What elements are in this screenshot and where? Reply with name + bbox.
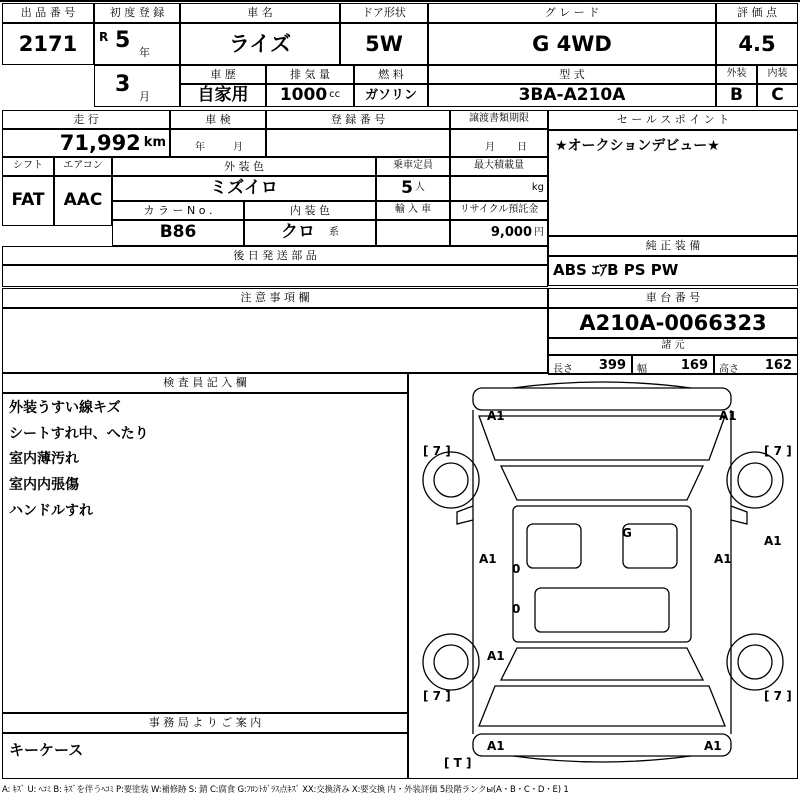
inspector-box	[2, 393, 408, 713]
interior-color-value	[244, 220, 376, 246]
body-color-label: 外 装 色	[112, 157, 376, 176]
width-label: 幅	[637, 364, 647, 375]
reg-month: 3	[115, 72, 131, 97]
seats-unit: 人	[414, 182, 425, 194]
color-no-value: B86	[112, 220, 244, 246]
seats-label: 乗車定員	[376, 157, 450, 176]
office-notice-text: キーケース	[9, 741, 84, 759]
mileage-number: 71,992	[59, 130, 141, 155]
recycle-number: 9,000	[490, 225, 532, 241]
mileage-value	[2, 129, 170, 157]
caution-value	[2, 308, 548, 373]
door-type-label: ドア形状	[340, 3, 428, 23]
max-load-value	[450, 176, 548, 201]
damage-mark: [ 7 ]	[423, 689, 451, 703]
inspector-label: 検 査 員 記 入 欄	[2, 373, 408, 393]
damage-mark: 0	[512, 562, 521, 576]
registration-no-label: 登 録 番 号	[266, 110, 450, 129]
height-cell	[714, 355, 798, 375]
recycle-fee-value	[450, 220, 548, 246]
transfer-day-unit: 日	[517, 142, 527, 153]
reg-era: R	[99, 30, 109, 44]
inspection-month-unit: 月	[233, 142, 243, 153]
model-code-label: 型 式	[428, 65, 716, 84]
transfer-deadline-value	[450, 129, 548, 157]
first-registration-value	[94, 23, 180, 65]
sales-point-text: ★オークションデビュー★	[555, 138, 720, 154]
body-color-value: ミズイロ	[112, 176, 376, 201]
shift-value: FAT	[2, 176, 54, 226]
reg-year-unit: 年	[139, 46, 150, 59]
office-notice-label: 事 務 局 よ り ご 案 内	[2, 713, 408, 733]
damage-mark: [ 7 ]	[764, 444, 792, 458]
displacement-value	[266, 84, 354, 107]
displacement-unit: cc	[329, 89, 341, 101]
fuel-value: ガソリン	[354, 84, 428, 107]
shift-label: シフト	[2, 157, 54, 176]
transfer-deadline-label: 譲渡書類期限	[450, 110, 548, 129]
inspection-year-unit: 年	[195, 142, 205, 153]
car-history-label: 車 歴	[180, 65, 266, 84]
car-name-label: 車 名	[180, 3, 340, 23]
inspector-line-1: シートすれ中、へたり	[9, 425, 149, 442]
mileage-label: 走 行	[2, 110, 170, 129]
mileage-unit: km	[143, 135, 166, 151]
inspection-label: 車 検	[170, 110, 266, 129]
inspector-line-4: ハンドルすれ	[9, 502, 93, 519]
damage-mark: G	[622, 526, 632, 540]
interior-color-suffix: 系	[329, 226, 339, 238]
fuel-label: 燃 料	[354, 65, 428, 84]
interior-grade-label: 内装	[757, 65, 798, 84]
score-label: 評 価 点	[716, 3, 798, 23]
model-code-value: 3BA-A210A	[428, 84, 716, 107]
inspector-line-3: 室内内張傷	[9, 477, 79, 494]
damage-mark: 0	[512, 602, 521, 616]
inspector-line-2: 室内薄汚れ	[9, 451, 79, 468]
grade-value: G 4WD	[428, 23, 716, 65]
aircon-value: AAC	[54, 176, 112, 226]
interior-color-label: 内 装 色	[244, 201, 376, 220]
car-history-value: 自家用	[180, 84, 266, 107]
car-damage-diagram	[408, 373, 798, 779]
length-cell	[548, 355, 632, 375]
interior-color-text: クロ	[281, 222, 315, 243]
inspector-line-0: 外装うすい線キズ	[9, 400, 121, 416]
inspection-value	[170, 129, 266, 157]
chassis-no-value: A210A-0066323	[548, 308, 798, 338]
damage-mark: A1	[714, 552, 732, 566]
chassis-no-label: 車 台 番 号	[548, 288, 798, 308]
later-parts-label: 後 日 発 送 部 品	[2, 246, 548, 265]
reg-year: 5	[115, 28, 131, 53]
damage-mark: A1	[487, 649, 505, 663]
width-value: 169	[680, 358, 708, 373]
first-registration-month	[94, 65, 180, 107]
office-notice-box	[2, 733, 408, 779]
exterior-grade-label: 外装	[716, 65, 757, 84]
later-parts-value	[2, 265, 548, 287]
interior-grade-value: C	[757, 84, 798, 107]
door-type-value: 5W	[340, 23, 428, 65]
score-value: 4.5	[716, 23, 798, 65]
max-load-label: 最大積載量	[450, 157, 548, 176]
damage-mark: A1	[487, 739, 505, 753]
displacement-number: 1000	[279, 84, 328, 105]
height-label: 高さ	[719, 364, 739, 375]
registration-no-value	[266, 129, 450, 157]
top-border	[0, 0, 800, 2]
sales-point-box	[548, 130, 798, 236]
equipment-label: 純 正 装 備	[548, 236, 798, 256]
seats-value	[376, 176, 450, 201]
recycle-unit: 円	[534, 226, 544, 238]
lot-no-value: 2171	[2, 23, 94, 65]
car-name-value: ライズ	[180, 23, 340, 65]
caution-label: 注 意 事 項 欄	[2, 288, 548, 308]
seats-number: 5	[401, 177, 413, 198]
damage-mark: [ 7 ]	[764, 689, 792, 703]
recycle-fee-label: リサイクル預託金	[450, 201, 548, 220]
exterior-grade-value: B	[716, 84, 757, 107]
legend-text: A: ｷｽﾞ U: ﾍｺﾐ B: ｷｽﾞを伴うﾍｺﾐ P:要塗装 W:補修跡 S: 錆 C:腐食 G:ﾌﾛﾝﾄｶﾞﾗｽ点ｷｽﾞ XX:交換済み X:要交換 内・外装評価 5段階ランクы(A・B・C・D・E) 1	[2, 785, 569, 795]
sales-point-label: セ ー ル ス ポ イ ン ト	[548, 110, 798, 130]
first-registration-label: 初 度 登 録	[94, 3, 180, 23]
max-load-unit: kg	[531, 182, 544, 194]
import-label: 輸 入 車	[376, 201, 450, 220]
reg-month-unit: 月	[139, 90, 150, 103]
color-no-label: カ ラ ー N o .	[112, 201, 244, 220]
grade-label: グ レ ー ド	[428, 3, 716, 23]
damage-mark: [ 7 ]	[423, 444, 451, 458]
length-label: 長さ	[553, 364, 573, 375]
equipment-value	[548, 256, 798, 286]
aircon-label: エアコン	[54, 157, 112, 176]
equipment-text: ABS ｴｱB PS PW	[553, 261, 679, 280]
height-value: 162	[764, 358, 792, 373]
damage-mark: A1	[479, 552, 497, 566]
damage-mark: A1	[719, 409, 737, 423]
damage-mark: [ T ]	[444, 756, 472, 770]
width-cell	[632, 355, 714, 375]
dimensions-label: 諸 元	[548, 338, 798, 355]
displacement-label: 排 気 量	[266, 65, 354, 84]
length-value: 399	[598, 358, 626, 373]
damage-mark: A1	[704, 739, 722, 753]
import-value	[376, 220, 450, 246]
transfer-month-unit: 月	[485, 142, 495, 153]
damage-mark: A1	[764, 534, 782, 548]
car-diagram-svg	[409, 374, 797, 778]
lot-no-label: 出 品 番 号	[2, 3, 94, 23]
damage-mark: A1	[487, 409, 505, 423]
